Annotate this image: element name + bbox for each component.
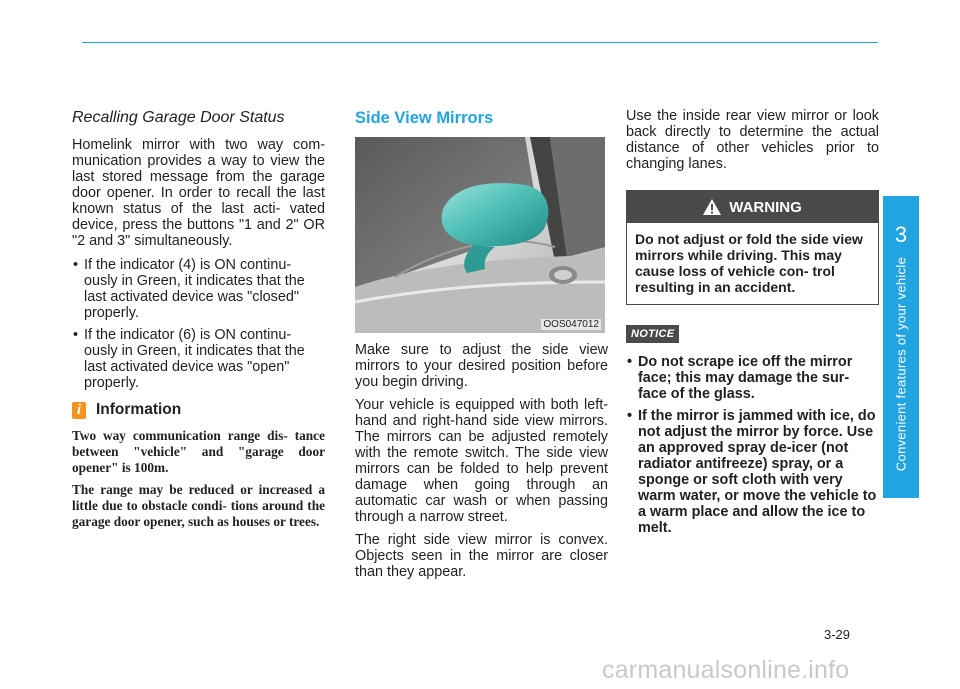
chapter-title: Convenient features of your vehicle: [893, 256, 909, 472]
watermark: carmanualsonline.info: [602, 656, 850, 684]
list-item: • Do not scrape ice off the mirror face; this may damage the sur- face of the glass.: [626, 354, 879, 402]
warning-text: Do not adjust or fold the side view mirrors while driving. This may cause loss of vehicle con- trol resulting in an accident.: [635, 231, 863, 295]
image-code-label: OOS047012: [543, 319, 599, 330]
middle-column: [355, 108, 608, 587]
list-item: • If the indicator (4) is ON continu- ously in Green, it indicates that the last activated device was "closed" properly.: [72, 257, 325, 321]
side-view-mirrors-title: Side View Mirrors: [355, 109, 494, 127]
warning-header: [627, 191, 878, 223]
paragraph: Your vehicle is equipped with both left-hand and right-hand side view mirrors. The mirrors can be adjusted remotely with the remote switch. The side view mirrors can be folded to help prevent damage when going through an automatic car wash or when passing through a narrow street.: [355, 397, 608, 525]
information-title: Information: [96, 401, 182, 418]
top-rule: [82, 42, 878, 43]
right-column: [626, 108, 879, 542]
side-mirror-photo: [355, 137, 605, 333]
notice-badge: NOTICE: [626, 325, 679, 343]
warning-triangle-icon: [703, 199, 721, 215]
paragraph: The right side view mirror is convex. Objects seen in the mirror are closer than they appear.: [355, 532, 608, 580]
notice-bullets: [626, 354, 879, 536]
garage-status-bullets: [72, 257, 325, 391]
information-text: Two way communication range dis- tance between "vehicle" and "garage door opener" is 100m.: [72, 428, 325, 475]
info-icon: i: [72, 402, 86, 419]
page-number: 3-29: [824, 627, 851, 642]
warning-title: WARNING: [729, 198, 802, 216]
warning-box: [626, 190, 879, 305]
chapter-number: 3: [894, 222, 908, 247]
left-column: [72, 108, 325, 530]
rear-view-paragraph: Use the inside rear view mirror or look back directly to determine the actual distance of other vehicles prior to changing lanes.: [626, 108, 879, 172]
side-mirror-illustration: [355, 137, 605, 333]
list-item: • If the mirror is jammed with ice, do not adjust the mirror by force. Use an approved spray de-icer (not radiator antifreeze) spray, or a sponge or soft cloth with very warm water, or move the vehicle to a warm place and allow the ice to melt.: [626, 408, 879, 536]
information-text: The range may be reduced or increased a little due to obstacle condi- tions around the garage door opener, such as houses or trees.: [72, 482, 325, 529]
list-item: • If the indicator (6) is ON continu- ously in Green, it indicates that the last activated device was "open" properly.: [72, 327, 325, 391]
paragraph: Make sure to adjust the side view mirrors to your desired position before you begin driving.: [355, 342, 608, 390]
garage-status-paragraph: Homelink mirror with two way com- munication provides a way to view the last stored message from the garage door opener. In order to recall the last known status of the last acti- vated device, press the buttons "1 and 2" OR "2 and 3" simultaneously.: [72, 137, 325, 249]
garage-status-heading: Recalling Garage Door Status: [72, 109, 285, 126]
information-header: [72, 401, 325, 419]
